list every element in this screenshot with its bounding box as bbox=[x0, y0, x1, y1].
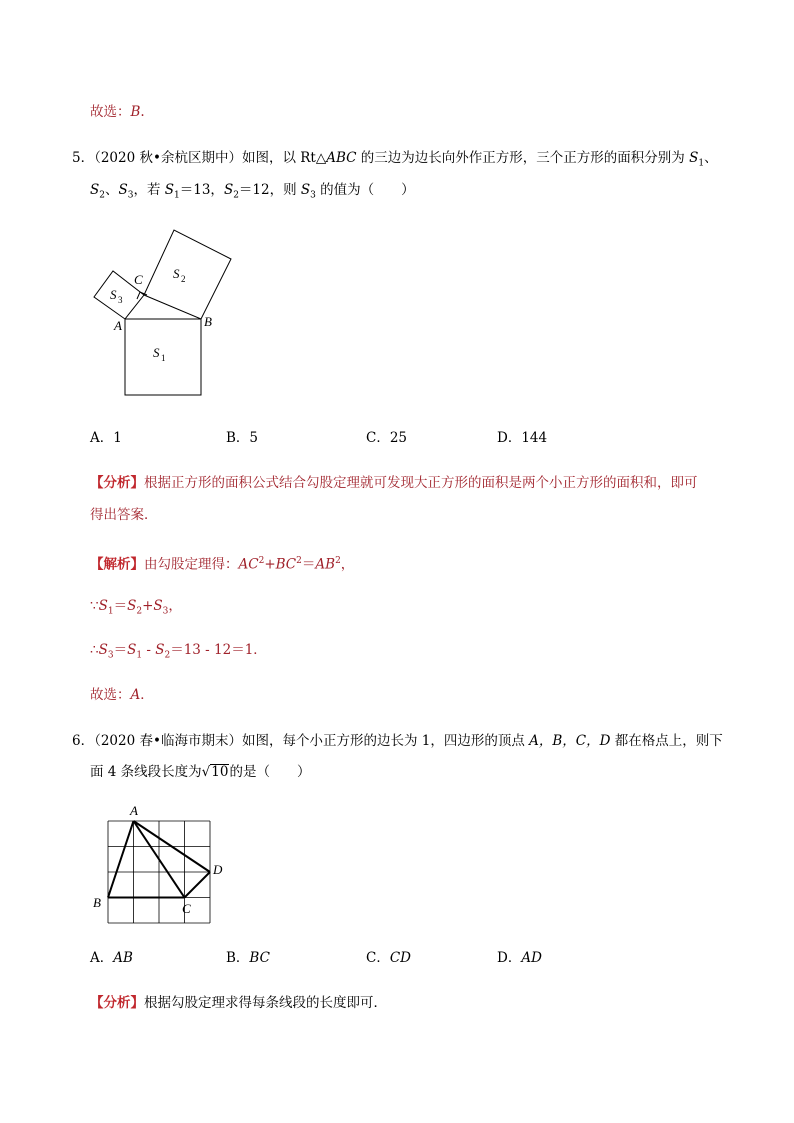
q5-analysis-text1: 根据正方形的面积公式结合勾股定理就可发现大正方形的面积是两个小正方形的面积和，即可 bbox=[144, 475, 698, 491]
q5-text-part2: 的三边为边长向外作正方形，三个正方形的面积分别为 bbox=[356, 150, 690, 166]
grid-lines bbox=[108, 821, 210, 923]
q6-label-d: D bbox=[213, 862, 223, 877]
because-s3: S bbox=[153, 598, 163, 614]
segment-cd bbox=[185, 872, 211, 898]
because-s1-sub: 1 bbox=[107, 606, 114, 617]
because-s3-sub: 3 bbox=[162, 606, 169, 617]
q5-s1-sub: 1 bbox=[698, 158, 705, 169]
q6-source: （2020 春•临海市期末） bbox=[94, 733, 242, 749]
q5-s2b-sub: 2 bbox=[233, 190, 239, 201]
q5-s3-sub: 3 bbox=[127, 190, 134, 201]
q6-option-d-label: D． bbox=[497, 950, 522, 966]
formula-ab-sq: 2 bbox=[335, 556, 341, 566]
therefore-s1: S bbox=[127, 642, 137, 658]
q5-line2-val2: ＝12，则 bbox=[238, 182, 301, 198]
because-symbol: ∵ bbox=[90, 598, 99, 614]
therefore-minus: - bbox=[142, 642, 156, 658]
q5-line2-given: ，若 bbox=[133, 182, 165, 198]
q6-sqrt-value: 10 bbox=[211, 764, 229, 780]
q5-analysis-line1 bbox=[90, 473, 698, 493]
q5-option-d[interactable] bbox=[497, 428, 547, 448]
formula-ab: AB bbox=[315, 556, 336, 573]
q5-label-s3: S bbox=[110, 287, 117, 302]
q5-solution-line bbox=[90, 551, 354, 575]
q6-option-c[interactable] bbox=[366, 948, 411, 968]
therefore-eq: ＝ bbox=[113, 642, 128, 658]
q6-label-c: C bbox=[182, 901, 191, 916]
q5-analysis-tag: 【分析】 bbox=[90, 475, 144, 491]
q6-option-b-label: B． bbox=[226, 950, 250, 966]
q5-answer-prefix: 故选： bbox=[90, 687, 131, 703]
q5-number: 5． bbox=[72, 150, 95, 166]
q6-line2: 面 4 条线段长度为√10的是（ ） bbox=[90, 764, 311, 780]
q5-option-b-value: 5 bbox=[249, 430, 259, 446]
q5-line1 bbox=[72, 148, 718, 174]
q5-option-c-value: 25 bbox=[389, 430, 408, 446]
q5-label-s3-sub: 3 bbox=[118, 295, 123, 305]
q5-option-a[interactable] bbox=[90, 428, 122, 448]
because-plus: + bbox=[142, 598, 154, 614]
segment-ab bbox=[108, 821, 134, 898]
q5-line2-sep: 、 bbox=[104, 182, 119, 198]
q6-label-a: A bbox=[130, 803, 138, 818]
q6-line2-end: 的是（ ） bbox=[229, 764, 311, 780]
therefore-calc: ＝13 - 12＝1． bbox=[170, 642, 267, 658]
because-s1: S bbox=[98, 598, 108, 614]
therefore-symbol: ∴ bbox=[90, 642, 99, 658]
q5-source: （2020 秋•余杭区期中） bbox=[94, 150, 242, 166]
formula-plus: + bbox=[264, 556, 276, 573]
q5-sep: 、 bbox=[704, 150, 718, 166]
q6-option-c-value: CD bbox=[389, 950, 411, 966]
q5-label-s2: S bbox=[173, 266, 180, 281]
q5-label-s2-sub: 2 bbox=[181, 274, 186, 284]
q6-number: 6． bbox=[72, 733, 95, 749]
formula-end: ， bbox=[340, 556, 355, 573]
q6-option-d[interactable] bbox=[497, 948, 542, 968]
q5-option-a-value: 1 bbox=[113, 430, 122, 446]
q5-s3-symbol: S bbox=[118, 182, 128, 198]
q5-s3b-sub: 3 bbox=[310, 190, 316, 201]
q5-line2 bbox=[90, 180, 415, 206]
q6-line2-part1: 面 4 条线段长度为 bbox=[90, 764, 202, 780]
q5-s1b-sub: 1 bbox=[174, 190, 180, 201]
therefore-s3: S bbox=[98, 642, 108, 658]
because-s2-sub: 2 bbox=[136, 606, 143, 617]
therefore-s2-sub: 2 bbox=[164, 650, 171, 661]
formula-bc-sq: 2 bbox=[296, 556, 302, 566]
q5-option-b[interactable] bbox=[226, 428, 258, 448]
q5-s2-sub: 2 bbox=[99, 190, 105, 201]
formula-eq: ＝ bbox=[301, 556, 316, 573]
formula-ac-sq: 2 bbox=[258, 556, 265, 566]
q6-analysis-text: 根据勾股定理求得每条线段的长度即可． bbox=[144, 995, 387, 1011]
q5-option-d-value: 144 bbox=[521, 430, 548, 446]
q5-s2b-symbol: S bbox=[223, 182, 234, 198]
prev-answer-end: . bbox=[140, 104, 145, 120]
q5-figure-squares bbox=[80, 220, 250, 405]
therefore-s1-sub: 1 bbox=[136, 650, 143, 661]
q5-label-s1: S bbox=[153, 345, 160, 360]
formula-ac: AC bbox=[238, 556, 259, 573]
q5-answer-letter: A bbox=[130, 687, 141, 703]
q6-option-a[interactable] bbox=[90, 948, 133, 968]
q5-s1-symbol: S bbox=[689, 150, 699, 166]
q5-text-part1: 如图，以 Rt△ bbox=[241, 150, 327, 166]
q6-analysis-line bbox=[90, 993, 387, 1013]
q5-therefore-line bbox=[90, 640, 267, 666]
q6-figure-grid bbox=[88, 798, 230, 930]
q5-option-a-label: A． bbox=[90, 430, 114, 446]
q5-label-c: C bbox=[134, 272, 143, 287]
q6-line1 bbox=[72, 731, 723, 751]
q6-option-b-value: BC bbox=[249, 950, 270, 966]
q5-s2-symbol: S bbox=[90, 182, 100, 198]
q5-because-line bbox=[90, 596, 182, 622]
q5-answer-line bbox=[90, 685, 154, 705]
q5-line2-end: 的值为（ ） bbox=[315, 182, 415, 198]
q5-option-d-label: D． bbox=[497, 430, 522, 446]
formula-bc: BC bbox=[275, 556, 297, 573]
therefore-s2: S bbox=[155, 642, 165, 658]
q5-s1b-symbol: S bbox=[164, 182, 175, 198]
therefore-s3-sub: 3 bbox=[107, 650, 114, 661]
prev-answer-letter: B bbox=[130, 104, 141, 120]
q6-label-b: B bbox=[93, 895, 101, 910]
q5-analysis-text2: 得出答案． bbox=[90, 507, 158, 523]
q5-solution-text: 由勾股定理得： bbox=[144, 556, 239, 573]
q6-analysis-tag: 【分析】 bbox=[90, 995, 144, 1011]
square-s2 bbox=[144, 230, 231, 319]
because-end: ， bbox=[168, 598, 182, 614]
q6-text-part1: 如图，每个小正方形的边长为 1，四边形的顶点 bbox=[241, 733, 530, 749]
prev-answer-prefix: 故选： bbox=[90, 104, 131, 120]
q5-label-a: A bbox=[114, 318, 122, 333]
q5-s3b-symbol: S bbox=[300, 182, 311, 198]
q5-option-c[interactable] bbox=[366, 428, 407, 448]
because-eq: ＝ bbox=[113, 598, 128, 614]
q5-text-abc: ABC bbox=[326, 150, 357, 166]
q5-solution-tag: 【解析】 bbox=[90, 556, 144, 573]
q5-label-b: B bbox=[204, 314, 212, 329]
q6-option-a-label: A． bbox=[90, 950, 114, 966]
q5-label-s1-sub: 1 bbox=[161, 353, 166, 363]
q5-line2-val1: ＝13， bbox=[179, 182, 224, 198]
q5-analysis-line2 bbox=[90, 505, 158, 525]
q5-option-b-label: B． bbox=[226, 430, 250, 446]
q5-answer-end: ． bbox=[140, 687, 154, 703]
q5-option-c-label: C． bbox=[366, 430, 390, 446]
q6-option-a-value: AB bbox=[113, 950, 133, 966]
prev-answer-line bbox=[90, 102, 145, 122]
q6-option-b[interactable] bbox=[226, 948, 270, 968]
q6-option-c-label: C． bbox=[366, 950, 390, 966]
q6-vertices: A，B，C，D bbox=[529, 733, 611, 749]
q6-text-part2: 都在格点上，则下 bbox=[610, 733, 723, 749]
because-s2: S bbox=[127, 598, 137, 614]
q6-option-d-value: AD bbox=[521, 950, 542, 966]
